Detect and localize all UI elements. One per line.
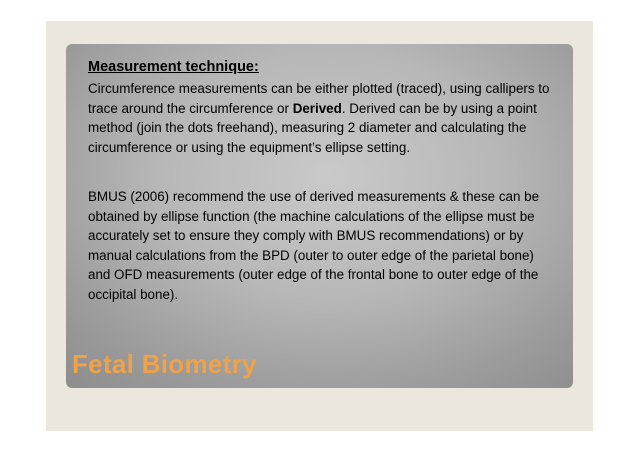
bold-term-derived: Derived [292, 100, 342, 116]
paragraph-measurement-technique [88, 79, 558, 157]
slide-title: Fetal Biometry [72, 349, 257, 379]
paragraph-text: Circumference measurements can be either plotted (traced), using callipers to trace around the circumference or [88, 81, 550, 116]
paragraph-bmus-recommendation: BMUS (2006) recommend the use of derived measurements & these can be obtained by ellipse function (the machine calculations of the ellipse must be accurately set to ensure they comply with BMUS recommendations) or by manual calculations from the BPD (outer to outer edge of the parietal bone) and OFD measurements (outer edge of the frontal bone to outer edge of the occipital bone). [88, 189, 540, 302]
section-heading: Measurement technique: [88, 59, 259, 75]
paragraph-text: . Derived can be by using a point method (join the dots freehand), measuring 2 diameter and calculating the circumference or using the equipment’s ellipse setting. [88, 100, 537, 155]
